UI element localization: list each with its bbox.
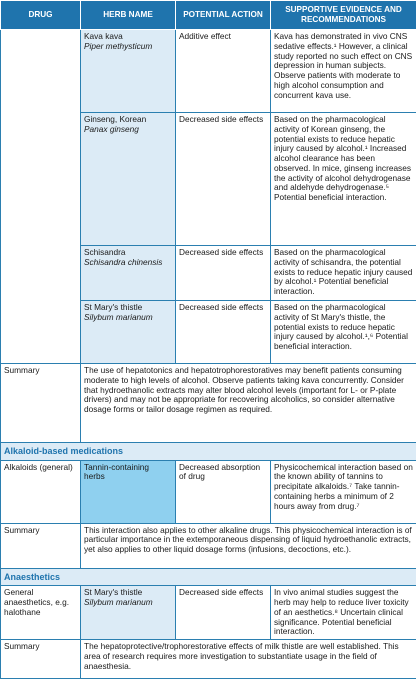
potential-action-cell: Decreased absorption of drug — [176, 460, 271, 523]
herb-scientific-name: Schisandra chinensis — [84, 258, 172, 268]
column-header-evidence: SUPPORTIVE EVIDENCE AND RECOMMENDATIONS — [271, 1, 416, 30]
herb-common-name: Kava kava — [84, 32, 172, 42]
column-header-herb-name: HERB NAME — [81, 1, 176, 30]
summary-label: Summary — [1, 523, 81, 568]
section-title-alkaloid: Alkaloid-based medications — [1, 443, 416, 461]
herb-common-name: St Mary's thistle — [84, 303, 172, 313]
potential-action-cell: Decreased side effects — [176, 586, 271, 640]
herb-cell — [81, 301, 176, 364]
column-header-potential-action: POTENTIAL ACTION — [176, 1, 271, 30]
summary-text: The use of hepatotonics and hepatotrophorestoratives may benefit patients consuming moderate to high levels of alcohol. Observe patients taking kava concurrently. Consider that hydroethanolic extracts may alter blood alcohol levels (important for L- or P-plate drivers) and may not be appropriate for recovering alcoholics, so consider alternative dosage forms or tailor dosage regimen as required. — [81, 364, 416, 443]
herb-cell — [81, 30, 176, 113]
section-header-row — [1, 568, 416, 586]
evidence-cell: Kava has demonstrated in vivo CNS sedative effects.¹ However, a clinical study reported no such effect on CNS depression in human subjects. Observe patients with moderate to high alcohol consumption and concurrent kava use. — [271, 30, 416, 113]
evidence-cell: Based on the pharmacological activity of Korean ginseng, the potential exists to reduce hepatic injury caused by alcohol.¹ Increased alcohol clearance has been observed. In mice, ginseng increases the activity of alcohol dehydrogenase and aldehyde dehydrogenase.⁵ Potential beneficial interaction. — [271, 113, 416, 246]
herb-cell — [81, 586, 176, 640]
herb-common-name: St Mary's thistle — [84, 588, 172, 598]
herb-scientific-name: Panax ginseng — [84, 125, 172, 135]
summary-label: Summary — [1, 364, 81, 443]
potential-action-cell: Decreased side effects — [176, 246, 271, 301]
herb-common-name: Ginseng, Korean — [84, 115, 172, 125]
herb-cell — [81, 460, 176, 523]
evidence-cell: Physicochemical interaction based on the known ability of tannins to precipitate alkaloids.⁷ Take tannin-containing herbs a minimum of 2 hours away from drug.⁷ — [271, 460, 416, 523]
herb-scientific-name: Silybum marianum — [84, 313, 172, 323]
summary-label: Summary — [1, 640, 81, 679]
potential-action-cell: Decreased side effects — [176, 301, 271, 364]
evidence-cell: Based on the pharmacological activity of St Mary's thistle, the potential exists to reduce hepatic injury caused by alcohol.¹,⁶ Potential beneficial interaction. — [271, 301, 416, 364]
table-row — [1, 460, 416, 523]
summary-text: The hepatoprotective/trophorestorative effects of milk thistle are well established. This area of research requires more investigation to substantiate usage in the field of anaesthesia. — [81, 640, 416, 679]
section-title-anaesthetics: Anaesthetics — [1, 568, 416, 586]
evidence-cell: Based on the pharmacological activity of schisandra, the potential exists to reduce hepatic injury caused by alcohol.¹ Potential beneficial interaction. — [271, 246, 416, 301]
evidence-cell: In vivo animal studies suggest the herb may help to reduce liver toxicity of an aesthetics.⁸ Uncertain clinical significance. Potential beneficial interaction. — [271, 586, 416, 640]
potential-action-cell: Additive effect — [176, 30, 271, 113]
herb-scientific-name: Silybum marianum — [84, 598, 172, 608]
herb-common-name: Schisandra — [84, 248, 172, 258]
drug-cell: General anaesthetics, e.g. halothane — [1, 586, 81, 640]
drug-cell-alcohol — [1, 30, 81, 364]
header-row — [1, 1, 416, 30]
summary-row — [1, 364, 416, 443]
column-header-drug: DRUG — [1, 1, 81, 30]
table-row — [1, 586, 416, 640]
herb-cell — [81, 246, 176, 301]
summary-row — [1, 640, 416, 679]
potential-action-cell: Decreased side effects — [176, 113, 271, 246]
drug-cell: Alkaloids (general) — [1, 460, 81, 523]
section-header-row — [1, 443, 416, 461]
herb-cell — [81, 113, 176, 246]
table-row — [1, 30, 416, 113]
herb-scientific-name: Piper methysticum — [84, 42, 172, 52]
herb-common-name: Tannin-containing herbs — [84, 463, 172, 483]
summary-text: This interaction also applies to other alkaline drugs. This physicochemical interaction is of particular importance in the extemporaneous dispensing of liquid hydroethanolic extracts, yet also applies to other liquid dosage forms (infusions, decoctions, etc.). — [81, 523, 416, 568]
summary-row — [1, 523, 416, 568]
